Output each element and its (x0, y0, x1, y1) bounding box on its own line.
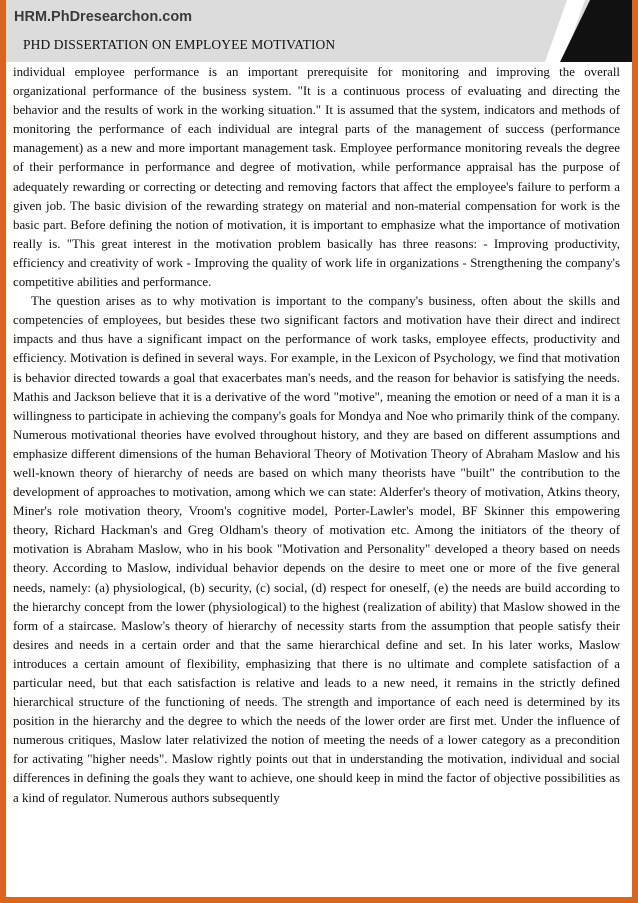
paragraph-2: The question arises as to why motivation is important to the company's business, often about the skills and competencies of employees, but besides these two significant factors and motivation have their direct and indirect impacts and thus have a significant impact on the performance of work tasks, employee effects, productivity and efficiency. Motivation is defined in several ways. For example, in the Lexicon of Psychology, we find that motivation is behavior directed towards a goal that exacerbates man's needs, and the reason for behavior is satisfying the needs. Mathis and Jackson believe that it is a derivative of the word "motive", meaning the emotion or need of a man it is a willingness to participate in achieving the company's goals for Mondya and Noe who primarily think of the company. Numerous motivational theories have evolved throughout history, and they are based on different assumptions and emphasize different dimensions of the human Behavioral Theory of Motivation Theory of Abraham Maslow and his well-known theory of hierarchy of needs are based on which many theorists have "built" the contribution to the development of approaches to motivation, among which we can state: Alderfer's theory of motivation, Atkins theory, Miner's role motivation theory, Vroom's cognitive model, Porter-Lawler's model, BF Skinner this empowering theory, Richard Hackman's and Greg Oldham's theory of motivation etc. Among the initiators of the theory of motivation is Abraham Maslow, who in his book "Motivation and Personality" developed a theory based on needs theory. According to Maslow, individual behavior depends on the desire to meet one or more of the five general needs, namely: (a) physiological, (b) security, (c) social, (d) respect for oneself, (e) the needs are build according to the hierarchy concept from the lower (physiological) to the highest (realization of ability) that Maslow showed in the form of a staircase. Maslow's theory of hierarchy of necessity starts from the assumption that people satisfy their desires and needs in a certain order and that the same hierarchical define and set. In his later works, Maslow introduces a certain amount of flexibility, emphasizing that there is no ultimate and complete satisfaction of a particular need, but that each satisfaction is relative and leads to a new need, it remains in the strictly defined hierarchical structure of the functioning of needs. The strength and importance of each need is determined by its position in the hierarchy and the degree to which the needs of the lower order are first met. Under the influence of numerous critiques, Maslow later relativized the notion of meeting the needs of a lower category as a precondition for activating "higher needs". Maslow rightly points out that in understanding the motivation, individual and social differences in defining the goals they want to achieve, one should keep in mind the factor of objective possibilities as a kind of regulator. Numerous authors subsequently (13, 294, 620, 805)
body-text (13, 63, 620, 808)
site-name: HRM.PhDresearchon.com (14, 9, 193, 25)
paragraph-1: individual employee performance is an important prerequisite for monitoring and improving the overall organizational performance of the business system. "It is a continuous process of evaluating and directing the behavior and the results of work in the working situation." It is assumed that the system, indicators and methods of monitoring the performance of each individual are integral parts of the management of success (performance management) as a new and more important management task. Employee performance monitoring reveals the degree of their performance in performance and degree of motivation, while performance appraisal has the purpose of adequately rewarding or correcting or detecting and removing factors that affect the employee's failure to perform a given job. The basic division of the rewarding strategy on material and non-material compensation for work is the basic part. Before defining the notion of motivation, it is important to emphasize what the importance of motivation really is. "This great interest in the motivation problem basically has three reasons: - Improving productivity, efficiency and creativity of work - Improving the quality of work life in organizations - Strengthening the company's competitive abilities and performance. (13, 65, 620, 290)
document-subtitle: PHD DISSERTATION ON EMPLOYEE MOTIVATION (23, 37, 336, 52)
bottom-border (0, 899, 638, 903)
